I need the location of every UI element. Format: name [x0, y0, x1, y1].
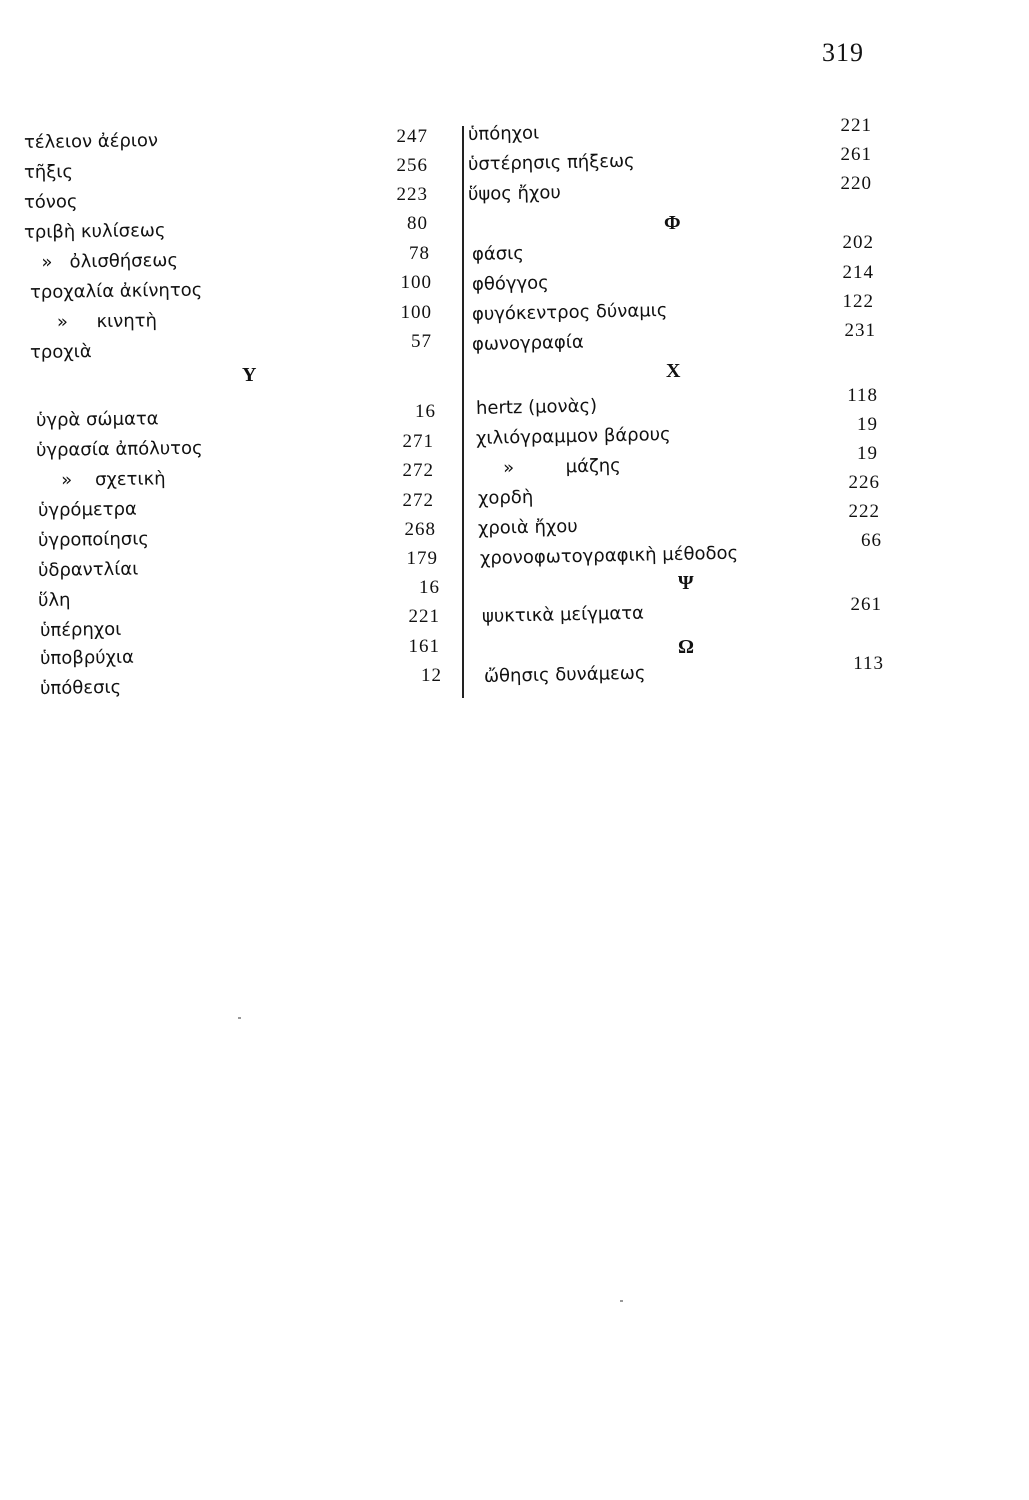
index-term: ψυκτικὰ μείγματα — [481, 602, 645, 627]
index-page-ref: 272 — [402, 490, 434, 511]
scan-speck — [238, 1017, 241, 1019]
index-page-ref: 19 — [857, 443, 878, 464]
index-term: ὑγρὰ σώματα — [35, 408, 159, 431]
scan-speck — [620, 1300, 623, 1302]
section-letter-phi: Φ — [664, 212, 681, 234]
index-term: ὤθησις δυνάμεως — [483, 662, 646, 687]
index-term: τέλειον ἀέριον — [23, 130, 159, 153]
index-page-ref: 12 — [421, 665, 442, 686]
index-term: hertz (μονὰς) — [475, 395, 598, 419]
index-page-ref: 220 — [840, 173, 872, 194]
index-term: φθόγγος — [471, 272, 549, 295]
index-page-ref: 268 — [404, 519, 436, 540]
index-page-ref: 221 — [840, 115, 872, 136]
index-term: χορδὴ — [477, 486, 534, 509]
index-term: » μάζης — [485, 455, 621, 479]
index-page-ref: 161 — [408, 636, 440, 657]
index-page-ref: 179 — [406, 548, 438, 569]
index-term: χρονοφωτογραφικὴ μέθοδος — [479, 542, 739, 569]
index-page-ref: 80 — [407, 213, 428, 234]
index-page-ref: 271 — [402, 431, 434, 452]
index-page-ref: 78 — [409, 243, 430, 264]
index-term: » σχετικὴ — [43, 468, 166, 491]
index-term: τροχιὰ — [29, 341, 92, 363]
index-term: ὑποβρύχια — [39, 646, 135, 669]
index-page-ref: 19 — [857, 414, 878, 435]
index-term: ὕλη — [37, 589, 71, 611]
index-term: τῆξις — [23, 161, 74, 183]
index-term: τροχαλία ἀκίνητος — [29, 279, 203, 303]
index-term: ὕψος ἤχου — [467, 182, 562, 205]
index-page-ref: 100 — [400, 302, 432, 323]
index-page-ref: 57 — [411, 331, 432, 352]
index-page-ref: 118 — [847, 385, 878, 406]
section-letter-upsilon: Υ — [242, 364, 257, 386]
index-term: ὑγρόμετρα — [37, 498, 137, 521]
index-term: ὑπόηχοι — [467, 122, 540, 145]
column-divider — [462, 126, 464, 698]
index-term: φωνογραφία — [471, 331, 584, 355]
index-page-ref: 113 — [853, 653, 884, 674]
index-term: » κινητὴ — [33, 310, 158, 333]
index-page-ref: 247 — [396, 126, 428, 147]
index-term: τόνος — [23, 191, 78, 213]
index-term: ὑγρασία ἀπόλυτος — [35, 437, 203, 461]
index-term: τριβὴ κυλίσεως — [23, 220, 166, 243]
index-term: ὑδραντλίαι — [37, 558, 139, 581]
index-page-ref: 222 — [848, 501, 880, 522]
index-page-ref: 261 — [840, 144, 872, 165]
index-term: » ὀλισθήσεως — [29, 249, 179, 273]
index-page-ref: 100 — [400, 272, 432, 293]
index-term: ὑπόθεσις — [39, 676, 122, 699]
index-page-ref: 214 — [842, 262, 874, 283]
index-term: ὑγροποίησις — [37, 528, 150, 551]
index-term: χροιὰ ἤχου — [477, 515, 578, 539]
section-letter-psi: Ψ — [678, 572, 694, 594]
index-term: φυγόκεντρος δύναμις — [471, 299, 668, 325]
index-page-ref: 122 — [842, 291, 874, 312]
index-page-ref: 226 — [848, 472, 880, 493]
section-letter-omega: Ω — [678, 636, 695, 658]
index-page-ref: 272 — [402, 460, 434, 481]
index-page-ref: 261 — [850, 594, 882, 615]
index-page-ref: 223 — [396, 184, 428, 205]
index-term: ὑστέρησις πήξεως — [467, 150, 635, 175]
index-page-ref: 221 — [408, 606, 440, 627]
index-page-ref: 202 — [842, 232, 874, 253]
index-page-ref: 256 — [396, 155, 428, 176]
index-page-ref: 231 — [844, 320, 876, 341]
index-page-ref: 66 — [861, 530, 882, 551]
index-page-ref: 16 — [415, 401, 436, 422]
index-term: χιλιόγραμμον βάρους — [475, 423, 671, 449]
index-term: φάσις — [471, 242, 525, 265]
index-term: ὑπέρηχοι — [39, 618, 122, 641]
section-letter-chi: Χ — [666, 360, 681, 382]
page-number: 319 — [822, 38, 864, 67]
index-page-ref: 16 — [419, 577, 440, 598]
